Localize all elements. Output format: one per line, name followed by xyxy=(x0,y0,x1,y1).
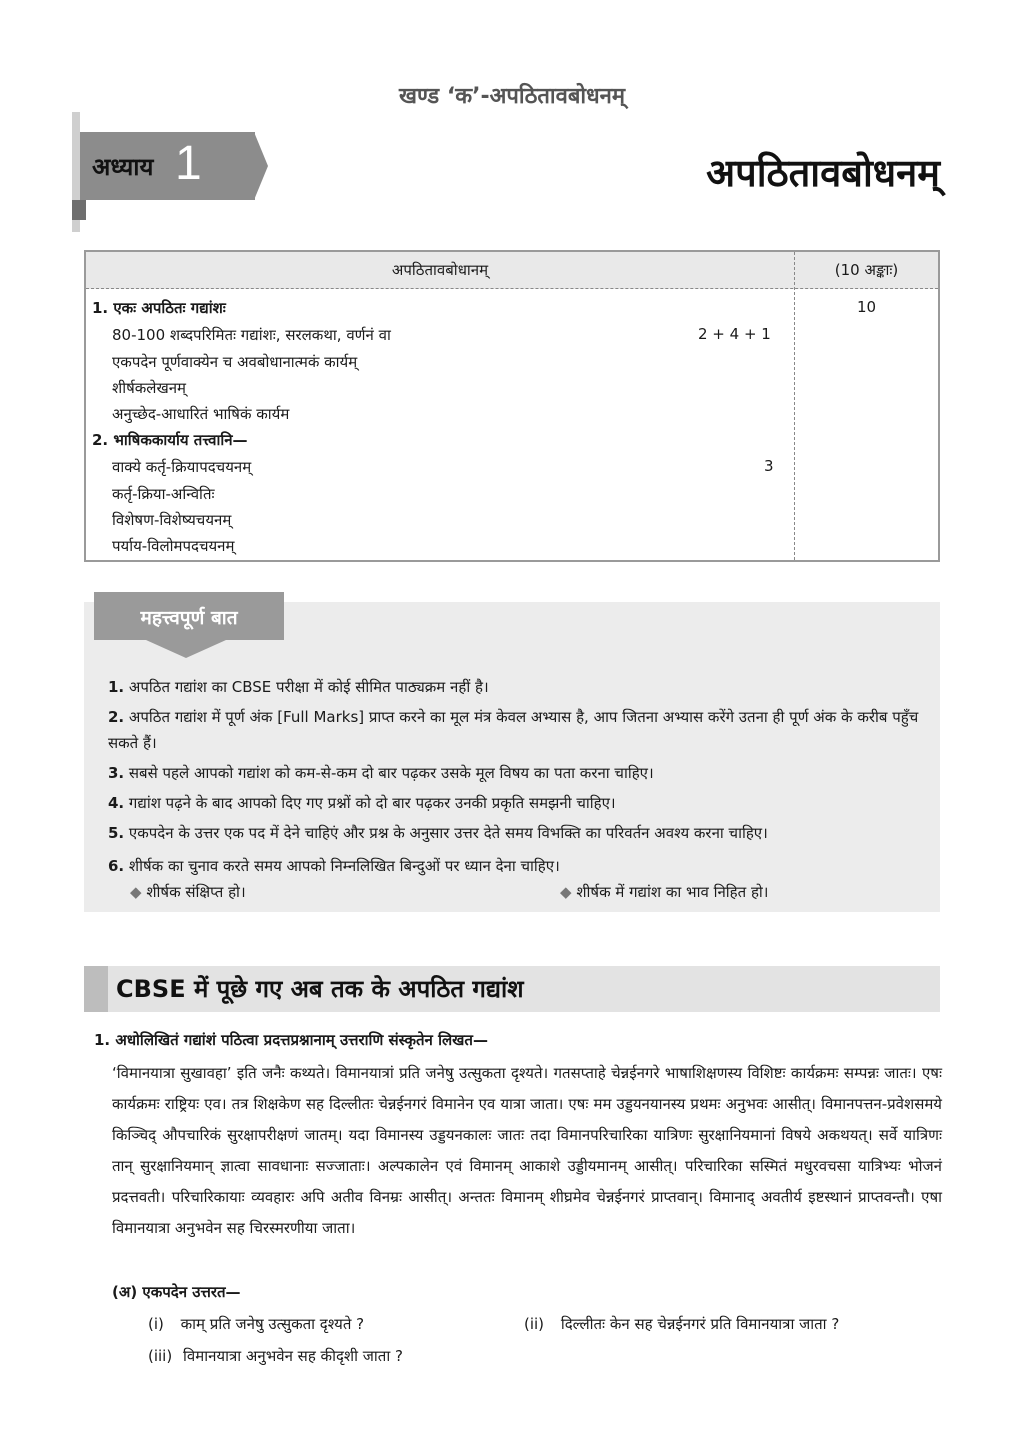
item-number: 4. xyxy=(108,794,125,812)
question-text: काम् प्रति जनेषु उत्सुकता दृश्यते ? xyxy=(180,1315,365,1333)
item-number: 6. xyxy=(108,857,125,875)
chapter-ribbon-tip xyxy=(254,132,268,200)
cbse-heading: CBSE में पूछे गए अब तक के अपठित गद्यांश xyxy=(116,975,524,1003)
syllabus-line: अनुच्छेद-आधारितं भाषिकं कार्यम xyxy=(112,405,290,423)
syllabus-marks-1: 2 + 4 + 1 xyxy=(698,325,771,343)
syllabus-total-marks: 10 xyxy=(856,298,877,316)
syllabus-col1-header: अपठितावबोधानम् xyxy=(391,261,489,279)
diamond-bullet-icon: ◆ xyxy=(130,883,142,901)
question-title: 1. अधोलिखितं गद्यांशं पठित्वा प्रदत्तप्रश्नानाम् उत्तराणि संस्कृतेन लिखत— xyxy=(94,1031,488,1049)
important-tab-tip xyxy=(146,640,226,658)
chapter-title: अपठितावबोधनम् xyxy=(706,151,940,195)
diamond-bullet-icon: ◆ xyxy=(560,883,572,901)
syllabus-line: 80-100 शब्दपरिमितः गद्यांशः, सरलकथा, वर्णनं वा xyxy=(112,326,391,344)
item-text: सबसे पहले आपको गद्यांश को कम-से-कम दो बार पढ़कर उसके मूल विषय का पता करना चाहिए। xyxy=(128,764,654,782)
syllabus-col2-header: (10 अङ्काः) xyxy=(834,261,899,279)
important-item xyxy=(108,760,928,786)
chapter-number: 1 xyxy=(175,137,202,190)
question-number: (iii) xyxy=(148,1347,173,1365)
cbse-heading-accent xyxy=(84,966,108,1012)
item-number: 2. xyxy=(108,708,125,726)
question-item xyxy=(148,1346,403,1366)
question-number: (ii) xyxy=(524,1315,545,1333)
item-number: 1. xyxy=(108,678,125,696)
item-text: अपठित गद्यांश में पूर्ण अंक [Full Marks] प्राप्त करने का मूल मंत्र केवल अभ्यास है, आप जितना अभ्यास करेंगे उतना ही पूर्ण अंक के करीब पहुँच सकते हैं। xyxy=(108,708,919,752)
item-number: 5. xyxy=(108,824,125,842)
question-item xyxy=(524,1314,839,1334)
item-text: गद्यांश पढ़ने के बाद आपको दिए गए प्रश्नों को दो बार पढ़कर उनकी प्रकृति समझनी चाहिए। xyxy=(128,794,616,812)
bullet-item xyxy=(130,882,246,902)
important-item xyxy=(108,704,928,756)
passage-text: ‘विमानयात्रा सुखावहा’ इति जनैः कथ्यते। विमानयात्रां प्रति जनेषु उत्सुकता दृश्यते। गतसप्ताहे चेन्नईनगरे भाषाशिक्षणस्य विशिष्टः कार्यक्रमः सम्पन्नः जातः। एषः कार्यक्रमः राष्ट्रियः एव। तत्र शिक्षकेण सह दिल्लीतः चेन्नईनगरं विमानेन एव यात्रा जाता। एषः मम उड्डयनयानस्य प्रथमः अनुभवः आसीत्। विमानपत्तन-प्रवेशसमये किञ्चिद् औपचारिकं सुरक्षापरीक्षणं जातम्। यदा विमानस्य उड्डयनकालः जातः तदा विमानपरिचारिका यात्रिणः सुरक्षानियमानां विषये अकथयत्। सर्वे यात्रिणः तान् सुरक्षानियमान् ज्ञात्वा सावधानाः सज्जाताः। अल्पकालेन एवं विमानम् आकाशे उड्डीयमानम् आसीत्। परिचारिका सस्मितं मधुरवचसा यात्रिभ्यः भोजनं प्रदत्तवती। परिचारिकायाः व्यवहारः अपि अतीव विनम्रः आसीत्। अन्ततः विमानम् शीघ्रमेव चेन्नईनगरं प्राप्तवान्। विमानाद् अवतीर्य इष्टस्थानं प्राप्तवन्तौ। एषा विमानयात्रा अनुभवेन सह चिरस्मरणीया जाता। xyxy=(112,1064,942,1237)
syllabus-line: विशेषण-विशेष्यचयनम् xyxy=(112,511,232,529)
bullet-text: शीर्षक संक्षिप्त हो। xyxy=(146,883,246,901)
item-text: अपठित गद्यांश का CBSE परीक्षा में कोई सीमित पाठ्यक्रम नहीं है। xyxy=(128,678,489,696)
question-text: विमानयात्रा अनुभवेन सह कीदृशी जाता ? xyxy=(183,1347,403,1365)
important-item xyxy=(108,674,928,700)
syllabus-line: पर्याय-विलोमपदचयनम् xyxy=(112,537,235,555)
important-item xyxy=(108,820,928,846)
syllabus-line: वाक्ये कर्तृ-क्रियापदचयनम् xyxy=(112,458,252,476)
bullet-text: शीर्षक में गद्यांश का भाव निहित हो। xyxy=(576,883,769,901)
syllabus-line: कर्तृ-क्रिया-अन्वितिः xyxy=(112,485,215,503)
section-header: खण्ड ‘क’-अपठितावबोधनम् xyxy=(398,84,626,109)
bullet-item xyxy=(560,882,768,902)
syllabus-line: शीर्षकलेखनम् xyxy=(112,379,187,397)
item-number: 3. xyxy=(108,764,125,782)
important-item xyxy=(108,790,928,816)
chapter-label: अध्याय xyxy=(92,153,154,181)
item-text: एकपदेन के उत्तर एक पद में देने चाहिएं और प्रश्न के अनुसार उत्तर देते समय विभक्ति का परिवर्तन अवश्य करना चाहिए। xyxy=(128,824,768,842)
sub-question-title: (अ) एकपदेन उत्तरत— xyxy=(112,1283,241,1301)
ribbon-shadow xyxy=(72,200,86,220)
important-label: महत्त्वपूर्ण बात xyxy=(140,607,238,629)
item-text: शीर्षक का चुनाव करते समय आपको निम्नलिखित बिन्दुओं पर ध्यान देना चाहिए। xyxy=(128,857,560,875)
question-item xyxy=(148,1314,364,1334)
question-number: (i) xyxy=(148,1315,164,1333)
important-item xyxy=(108,853,928,879)
question-text: दिल्लीतः केन सह चेन्नईनगरं प्रति विमानयात्रा जाता ? xyxy=(560,1315,840,1333)
syllabus-line: 2. भाषिककार्याय तत्त्वानि— xyxy=(92,431,248,449)
syllabus-line: 1. एकः अपठितः गद्यांशः xyxy=(92,299,226,317)
syllabus-marks-2: 3 xyxy=(764,457,774,475)
syllabus-line: एकपदेन पूर्णवाक्येन च अवबोधानात्मकं कार्यम् xyxy=(112,353,358,371)
